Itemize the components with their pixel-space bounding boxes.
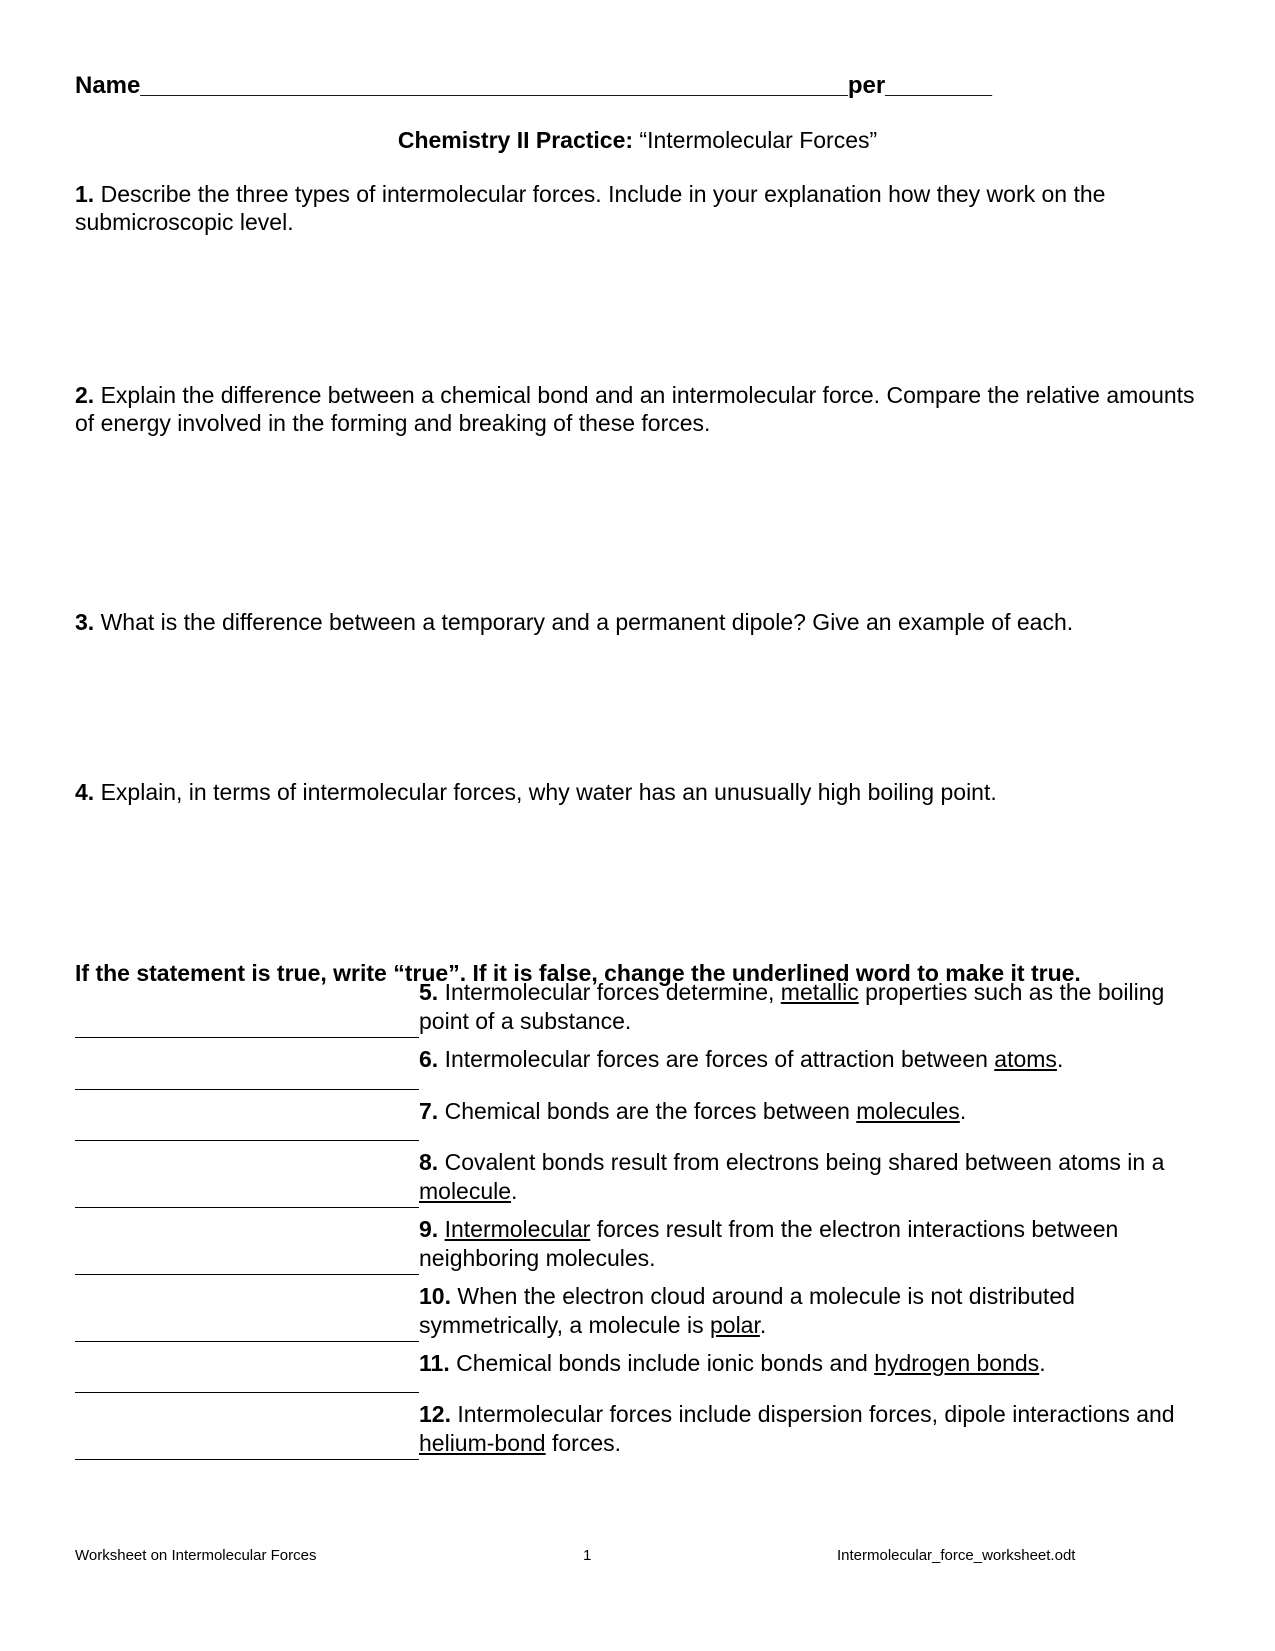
answer-blank[interactable] [75,1037,419,1038]
period-label: per [847,72,886,99]
question-3 [75,608,1205,636]
statement-number: 10. [419,1283,451,1309]
statement-before: Chemical bonds include ionic bonds and [449,1350,875,1376]
answer-blank[interactable] [75,1140,419,1141]
statement-after: properties such as the boiling point of a substance. [419,979,1165,1034]
question-number: 4. [75,779,95,805]
statement-number: 12. [419,1401,451,1427]
statement-before: Intermolecular forces are forces of attraction between [438,1046,995,1072]
statement-before: Intermolecular forces include dispersion forces, dipole interactions and [450,1401,1175,1427]
name-period-header [75,72,992,100]
statement-before: Chemical bonds are the forces between [438,1098,857,1124]
underlined-word: Intermolecular [444,1216,591,1242]
answer-blank[interactable] [75,1392,419,1393]
footer-title: Worksheet on Intermolecular Forces [75,1547,317,1564]
statement-text [419,1148,1209,1206]
statement-after: . [1039,1350,1046,1376]
statement-text [419,978,1209,1036]
answer-blank[interactable] [75,1274,419,1275]
question-1 [75,180,1205,236]
question-number: 1. [75,181,95,207]
statement-after: . [511,1178,518,1204]
statement-after: . [759,1312,767,1338]
answer-blank[interactable] [75,1341,419,1342]
statement-number: 6. [419,1046,439,1072]
statement-number: 11. [419,1350,450,1376]
title-course: Chemistry II Practice: [397,127,634,153]
underlined-word: molecule [419,1178,512,1204]
name-blank[interactable]: _____________________________________________________ [140,72,848,99]
title-topic: “Intermolecular Forces” [633,127,878,153]
statement-text [419,1215,1209,1273]
question-2 [75,381,1205,437]
statement-number: 8. [419,1149,439,1175]
underlined-word: polar [709,1312,760,1338]
statement-after: forces result from the electron interactions between neighboring molecules. [419,1216,1119,1271]
true-false-instructions: If the statement is true, write “true”. If it is false, change the underlined word to make it true. [75,960,1081,986]
question-text: Explain, in terms of intermolecular forces, why water has an unusually high boiling point. [94,779,997,805]
statement-number: 9. [419,1216,439,1242]
underlined-word: molecules [856,1098,960,1124]
underlined-word: hydrogen bonds [874,1350,1040,1376]
question-text: Explain the difference between a chemical bond and an intermolecular force. Compare the relative amounts of energy involved in the forming and breaking of these forces. [75,382,1195,436]
answer-blank[interactable] [75,1459,419,1460]
statement-number: 5. [419,979,439,1005]
question-number: 2. [75,382,95,408]
statement-before: Covalent bonds result from electrons being shared between atoms in a [438,1149,1165,1175]
statement-text [419,1349,1209,1378]
question-number: 3. [75,609,95,635]
statement-number: 7. [419,1098,439,1124]
answer-blank[interactable] [75,1207,419,1208]
underlined-word: helium-bond [419,1430,546,1456]
answer-blank[interactable] [75,1089,419,1090]
statement-text [419,1282,1209,1340]
underlined-word: metallic [780,979,859,1005]
underlined-word: atoms [994,1046,1057,1072]
period-blank[interactable]: ________ [885,72,992,99]
footer-filename: Intermolecular_force_worksheet.odt [837,1547,1076,1564]
statement-before: When the electron cloud around a molecule is not distributed symmetrically, a molecule is [419,1283,1075,1338]
statement-after: . [959,1098,967,1124]
name-label: Name [75,72,141,99]
question-4 [75,778,1205,806]
statement-before: Intermolecular forces determine, [438,979,781,1005]
statement-text [419,1097,1209,1126]
footer-page-number: 1 [583,1547,592,1564]
statement-after: . [1056,1046,1064,1072]
question-text: What is the difference between a temporary and a permanent dipole? Give an example of each. [94,609,1074,635]
statement-text [419,1400,1209,1458]
worksheet-title [0,127,1275,154]
statement-after: forces. [545,1430,622,1456]
statement-text [419,1045,1209,1074]
question-text: Describe the three types of intermolecular forces. Include in your explanation how they work on the submicroscopic level. [75,181,1106,235]
